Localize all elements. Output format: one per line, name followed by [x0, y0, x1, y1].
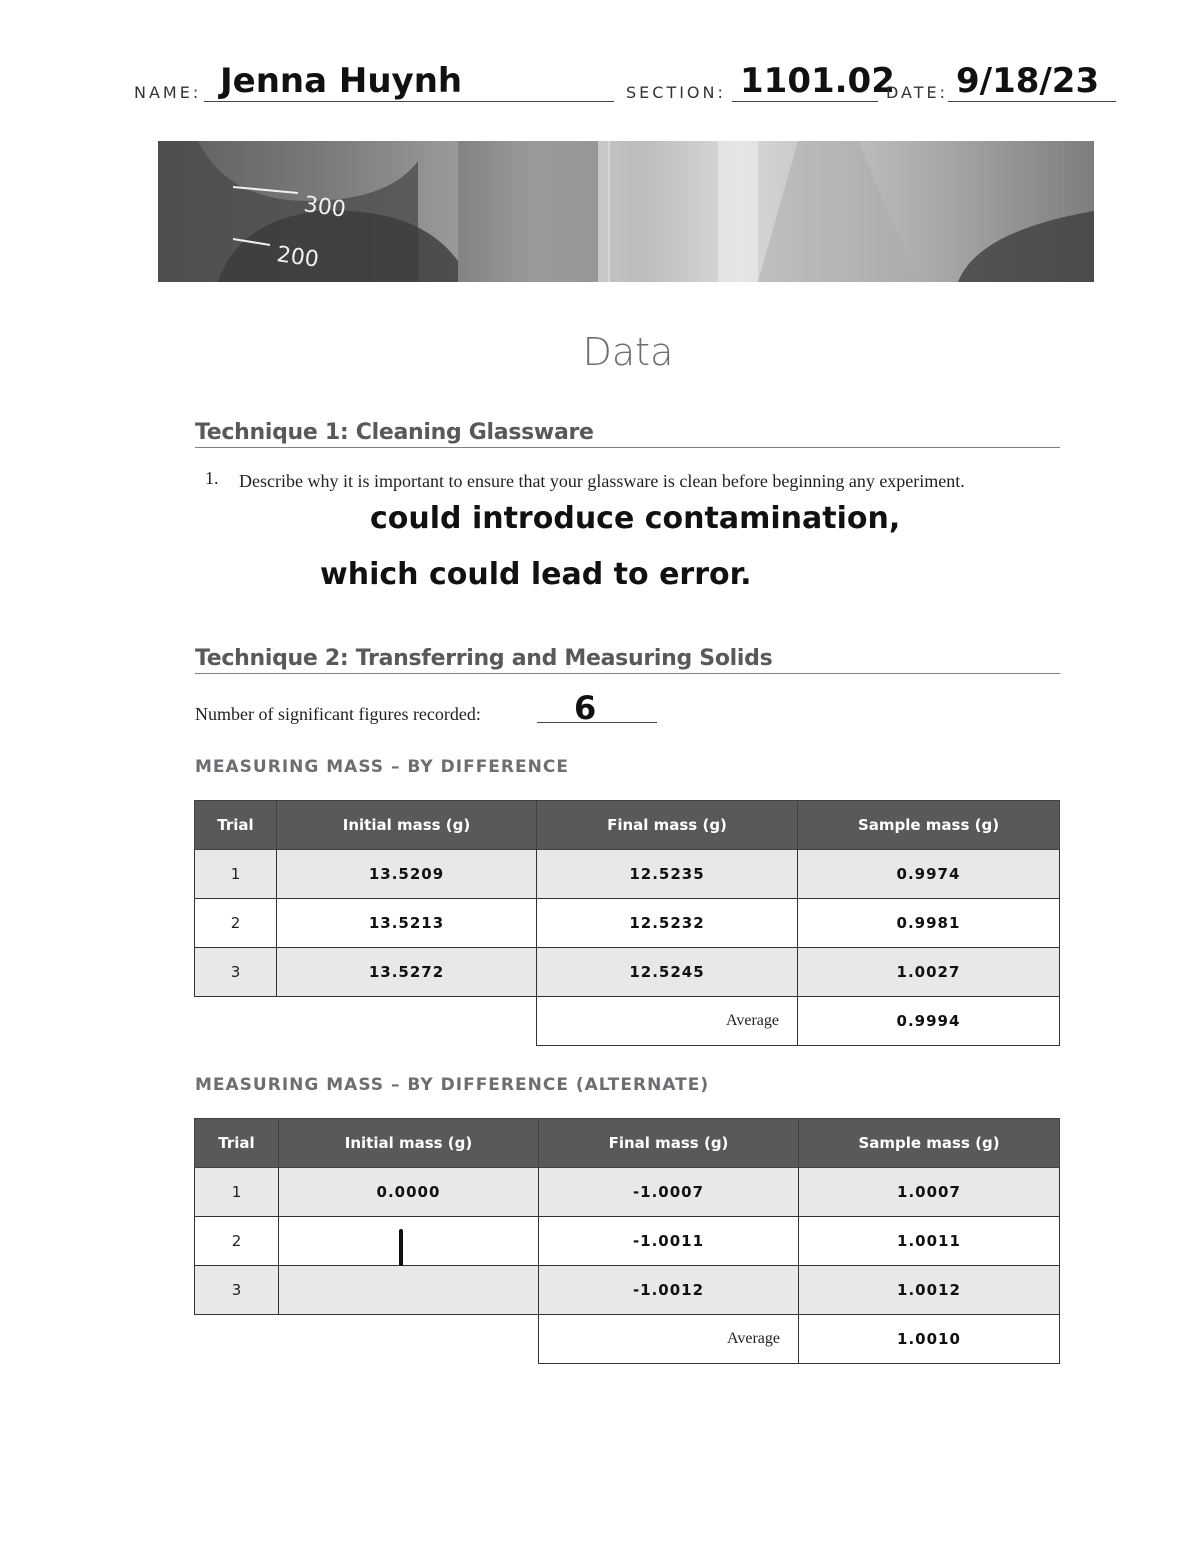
initial-mass-cell[interactable]	[279, 1266, 539, 1315]
table-row	[195, 948, 1060, 997]
trial-number: 3	[195, 1266, 279, 1315]
final-mass-cell[interactable]: -1.0012	[539, 1266, 799, 1315]
trial-number: 2	[195, 1217, 279, 1266]
sample-mass-cell[interactable]: 1.0011	[799, 1217, 1060, 1266]
average-label: Average	[537, 997, 798, 1046]
trial-number: 1	[195, 850, 277, 899]
trial-number: 3	[195, 948, 277, 997]
col-final-mass: Final mass (g)	[539, 1119, 799, 1168]
col-final-mass: Final mass (g)	[537, 801, 798, 850]
final-mass-cell[interactable]: 12.5245	[537, 948, 798, 997]
technique2-heading: Technique 2: Transferring and Measuring Solids	[195, 646, 1060, 674]
beaker-tick-300: 300	[302, 192, 348, 223]
section-value: 1101.02	[740, 61, 895, 101]
final-mass-cell[interactable]: -1.0007	[539, 1168, 799, 1217]
table-row	[195, 899, 1060, 948]
sample-mass-cell[interactable]: 1.0027	[798, 948, 1060, 997]
table-row	[195, 1266, 1060, 1315]
name-label: NAME:	[134, 83, 202, 102]
name-value: Jenna Huynh	[220, 61, 463, 101]
section-label: SECTION:	[626, 83, 726, 102]
final-mass-cell[interactable]: 12.5232	[537, 899, 798, 948]
lab-glassware-banner	[158, 141, 1094, 282]
sample-mass-cell[interactable]: 1.0012	[799, 1266, 1060, 1315]
table-header-row	[195, 1119, 1060, 1168]
table-row	[195, 1217, 1060, 1266]
sigfig-field[interactable]	[537, 722, 657, 723]
question-number: 1.	[205, 468, 219, 488]
beaker-tick-200: 200	[275, 242, 321, 273]
average-value-cell[interactable]: 1.0010	[799, 1315, 1060, 1364]
header-fields	[134, 60, 1116, 104]
average-row	[195, 997, 1060, 1046]
trial-number: 1	[195, 1168, 279, 1217]
sample-mass-cell[interactable]: 1.0007	[799, 1168, 1060, 1217]
col-initial-mass: Initial mass (g)	[277, 801, 537, 850]
table-row	[195, 1168, 1060, 1217]
page-title: Data	[582, 330, 674, 374]
mass-by-difference-alternate-table	[194, 1118, 1060, 1364]
average-label: Average	[539, 1315, 799, 1364]
final-mass-cell[interactable]: 12.5235	[537, 850, 798, 899]
sample-mass-cell[interactable]: 0.9974	[798, 850, 1060, 899]
sigfig-value: 6	[574, 689, 597, 727]
average-row	[195, 1315, 1060, 1364]
initial-mass-cell[interactable]: 13.5209	[277, 850, 537, 899]
col-trial: Trial	[195, 801, 277, 850]
mass-by-difference-table	[194, 800, 1060, 1046]
col-sample-mass: Sample mass (g)	[798, 801, 1060, 850]
technique1-heading: Technique 1: Cleaning Glassware	[195, 420, 1060, 448]
initial-mass-cell[interactable]: 0.0000	[279, 1168, 539, 1217]
final-mass-cell[interactable]: -1.0011	[539, 1217, 799, 1266]
answer-line-2: which could lead to error.	[320, 557, 752, 592]
table1-caption: MEASURING MASS – BY DIFFERENCE	[195, 757, 569, 777]
date-label: DATE:	[886, 83, 949, 102]
initial-mass-cell[interactable]: 13.5213	[277, 899, 537, 948]
initial-mass-cell[interactable]	[279, 1217, 539, 1266]
col-trial: Trial	[195, 1119, 279, 1168]
table2-caption: MEASURING MASS – BY DIFFERENCE (ALTERNATE)	[195, 1075, 710, 1095]
col-sample-mass: Sample mass (g)	[799, 1119, 1060, 1168]
table-header-row	[195, 801, 1060, 850]
date-value: 9/18/23	[956, 61, 1100, 101]
average-value-cell[interactable]: 0.9994	[798, 997, 1060, 1046]
trial-number: 2	[195, 899, 277, 948]
col-initial-mass: Initial mass (g)	[279, 1119, 539, 1168]
answer-line-1: could introduce contamination,	[370, 501, 901, 536]
question-text: Describe why it is important to ensure that your glassware is clean before beginning any experiment.	[239, 471, 965, 491]
sample-mass-cell[interactable]: 0.9981	[798, 899, 1060, 948]
sigfig-label: Number of significant figures recorded:	[195, 704, 481, 724]
initial-mass-cell[interactable]: 13.5272	[277, 948, 537, 997]
table-row	[195, 850, 1060, 899]
